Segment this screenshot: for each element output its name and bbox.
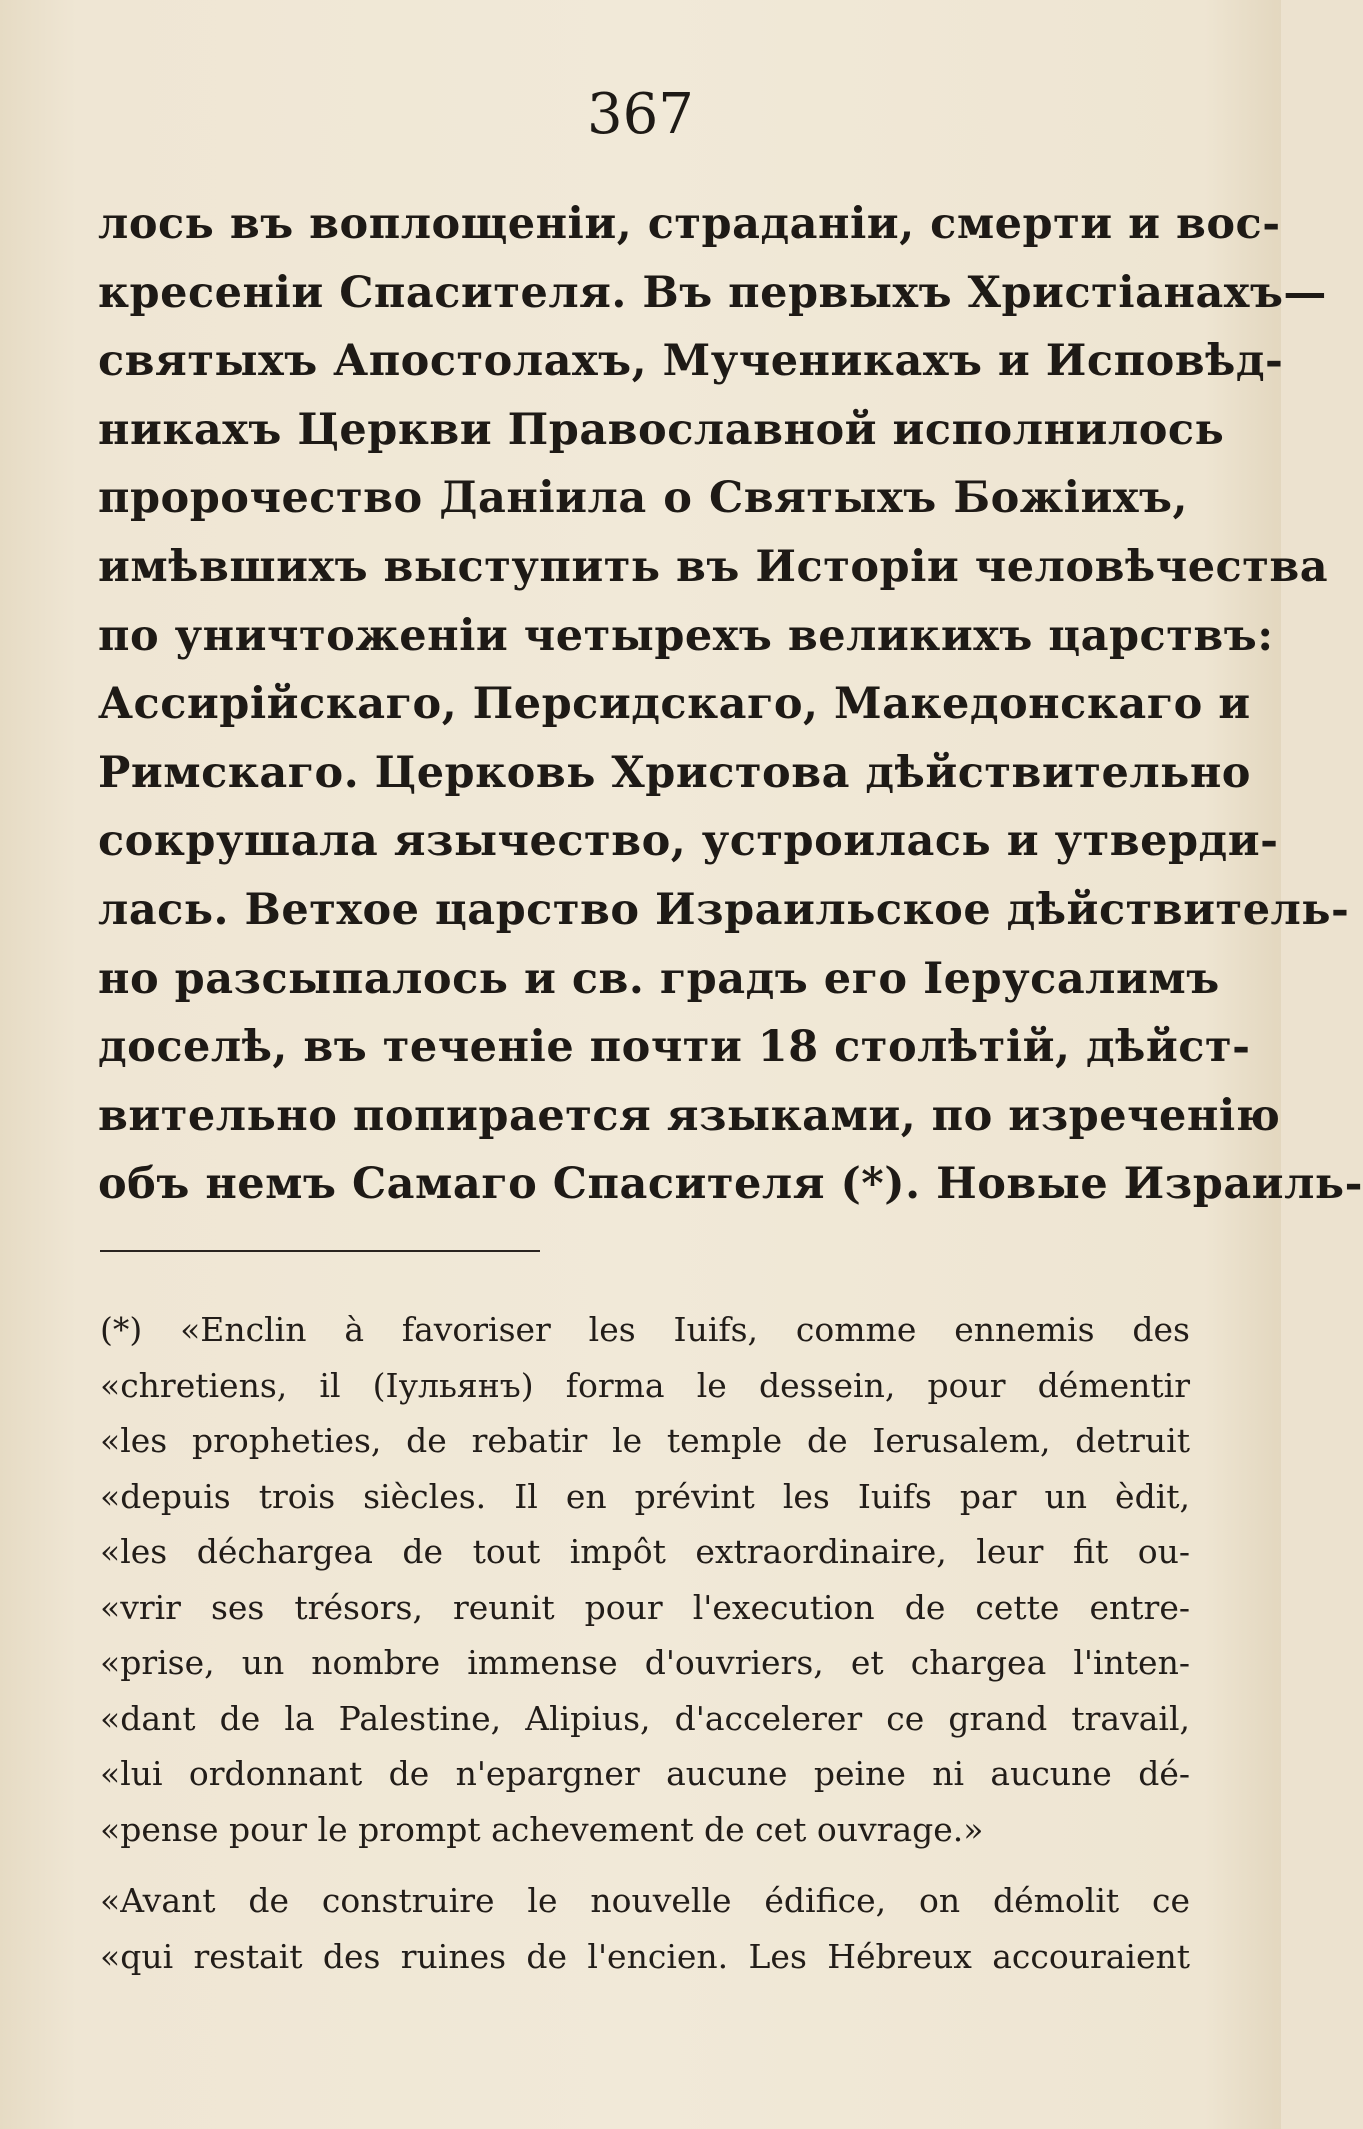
main-text-line: лось въ воплощеніи, страданіи, смерти и вос- (98, 199, 1281, 249)
main-text-line: вительно попирается языками, по изреченію (98, 1090, 1281, 1141)
footnote-line: (*) «Enclin à favoriser les Iuifs, comme ennemis des (100, 1310, 1190, 1349)
footnote-line: «Avant de construire le nouvelle édifice, on démolit ce (100, 1881, 1190, 1920)
footnote (100, 1302, 1190, 1984)
footnote-line: «qui restait des ruines de l'encien. Les Hébreux accouraient (100, 1936, 1190, 1976)
main-text-line: по уничтоженіи четырехъ великихъ царствъ: (98, 610, 1274, 661)
footnote-line: «vrir ses trésors, reunit pour l'execution de cette entre- (100, 1587, 1190, 1627)
footnote-line: «pense pour le prompt achevement de cet ouvrage.» (100, 1809, 984, 1849)
footnote-divider (100, 1250, 540, 1252)
footnote-line: «les déchargea de tout impôt extraordinaire, leur fit ou- (100, 1532, 1190, 1571)
main-text-line: имѣвшихъ выступить въ Исторіи человѣчества (98, 541, 1329, 592)
footnote-paragraph-gap (100, 1857, 1190, 1873)
main-text-line: доселѣ, въ теченіе почти 18 столѣтій, дѣйст- (98, 1022, 1251, 1073)
footnote-line: «les propheties, de rebatir le temple de Ierusalem, detruit (100, 1421, 1190, 1460)
main-text-line: сокрушала язычество, устроилась и утверди- (98, 816, 1279, 867)
main-text-line: святыхъ Апостолахъ, Мученикахъ и Исповѣд- (98, 336, 1284, 387)
main-text-line: Римскаго. Церковь Христова дѣйствительно (98, 747, 1251, 798)
main-text (98, 190, 1363, 1219)
footnote-line: «prise, un nombre immense d'ouvriers, et chargea l'inten- (100, 1643, 1190, 1682)
main-text-line: объ немъ Самаго Спасителя (*). Новые Израиль- (98, 1159, 1363, 1210)
main-text-line: лась. Ветхое царство Израильское дѣйствитель- (98, 884, 1350, 935)
main-text-line: пророчество Даніила о Святыхъ Божіихъ, (98, 473, 1188, 524)
main-text-line: никахъ Церкви Православной исполнилось (98, 404, 1225, 455)
main-text-line: Ассирійскаго, Персидскаго, Македонскаго и (98, 679, 1251, 730)
page-number: 367 (587, 82, 694, 147)
footnote-line: «lui ordonnant de n'epargner aucune peine ni aucune dé- (100, 1754, 1190, 1793)
main-text-line: но разсыпалось и св. градъ его Іерусалимъ (98, 953, 1220, 1004)
footnote-line: «depuis trois siècles. Il en prévint les Iuifs par un èdit, (100, 1476, 1190, 1516)
footnote-line: «dant de la Palestine, Alipius, d'accelerer ce grand travail, (100, 1698, 1190, 1738)
main-text-line: кресеніи Спасителя. Въ первыхъ Христіанахъ— (98, 267, 1327, 318)
footnote-line: «chretiens, il (Іульянъ) forma le dessein, pour démentir (100, 1365, 1190, 1405)
